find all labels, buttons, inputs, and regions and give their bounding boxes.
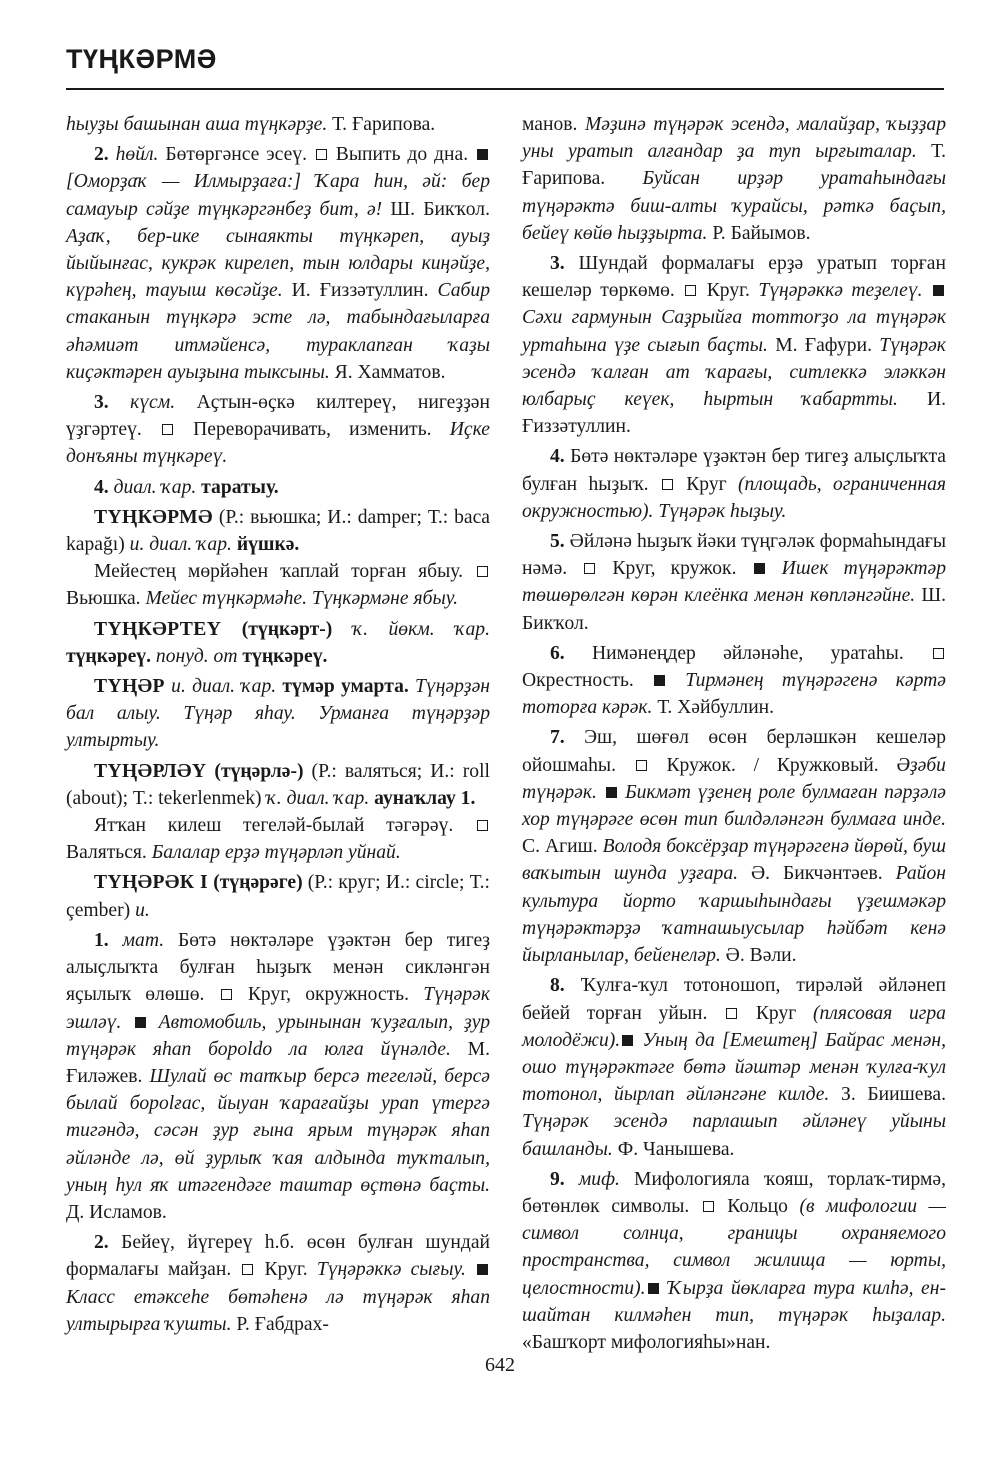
stem: (түңәрлә-) — [206, 760, 304, 782]
source: Р. Байымов. — [707, 222, 811, 244]
sense-4 — [66, 474, 490, 501]
examples-square-icon — [606, 787, 617, 798]
example-text: Түңәрәк эсендә ҡалған ат ҡарағы, ситлеккә эләккән юлбарыҫ кеүек, hыртын ҡабартты. — [522, 334, 946, 411]
example-text: Түңәрҙән бал алыу. Түңәр яhау. Урманға түңәрҙәр ултыртыу. — [66, 676, 490, 752]
russian-translation: Окрестность. — [522, 670, 653, 692]
examples-square-icon — [135, 1017, 146, 1028]
example-text: Аҙаҡ, бер-ике сынаякты түңкәреп, ауыҙ йыйынғас, кукрәк кирелеп, тын юлдары киңәйҙе, күрәhең, тауыш көсәйҙе. — [66, 225, 490, 302]
example-text: Иҫке донъяны түңкәреү. — [66, 419, 490, 468]
example-text: Түңәрәк эсендә парлашып әйләнеү уйыны башланды. — [522, 1111, 946, 1160]
example-text: Әҙәби түңәрәк. — [522, 754, 946, 803]
entry-tunarak-1 — [66, 869, 490, 923]
russian-translation: Кольцо — [715, 1195, 800, 1217]
grammar-label: и. диал. ҡар. — [129, 534, 232, 556]
translation-square-icon — [242, 1264, 253, 1275]
source: Т. Хәйбуллин. — [652, 697, 775, 719]
usage-label: диал. ҡар. — [108, 476, 197, 498]
etymology: (Р.: вьюшка; И.: damper; Т.: baca kapağı) — [66, 506, 490, 556]
translation-square-icon — [726, 1008, 737, 1019]
headword: ТҮҢӘРЛӘҮ — [94, 760, 207, 782]
sense-number: 1. — [94, 929, 109, 951]
example-text: Володя боксёрҙар түңәрәгенә йөрөй, буш ваҡытын шунда уҙғара. — [522, 836, 946, 885]
usage-label: миф. — [564, 1168, 620, 1190]
source: Т. Ғарипова. — [522, 141, 946, 190]
right-column — [522, 111, 946, 1356]
definition: Әйләнә hыҙыҡ йәки түңгәләк формаhындағы нәмә. — [522, 531, 946, 580]
header-rule — [66, 88, 944, 90]
usage-label: hөйл. — [108, 144, 159, 166]
source: З. Биишева. — [829, 1084, 946, 1106]
left-column — [66, 111, 490, 1338]
cross-reference: йүшкә. — [231, 534, 300, 556]
definition: Нимәнеңдер әйләнәhе, — [564, 642, 831, 664]
sense-2b — [66, 1229, 490, 1338]
source: Ф. Чанышева. — [612, 1138, 735, 1160]
sense-3 — [522, 250, 946, 440]
cross-reference: таратыу. — [196, 476, 279, 498]
example-text: Түңәрәк эшләү. — [66, 984, 490, 1033]
translation-square-icon — [316, 149, 327, 160]
examples-square-icon — [648, 1283, 659, 1294]
grammar-label: ҡ. диал. ҡар. — [266, 787, 370, 809]
russian-translation: Валяться. — [66, 842, 152, 864]
sense-number: 2. — [94, 144, 109, 166]
usage-label: күсм. — [108, 392, 176, 414]
source: С. Агиш. — [522, 836, 603, 858]
grammar-label: ҡ. йөкм. ҡар. — [332, 618, 490, 640]
source: Т. Ғарипова. — [327, 114, 436, 135]
definition: Бөтөргәнсе эсеү. — [158, 144, 314, 166]
translation-square-icon — [662, 479, 673, 490]
definition: Ҡулға-ҡул тотоношоп, тирәләй әйләнеп бейей торған уйын. — [522, 975, 946, 1024]
source: Ә. Вәли. — [720, 945, 797, 967]
sense-number: 7. — [550, 727, 565, 749]
definition: Аҫтын-өҫкә килтереү, нигеҙҙән үҙгәртеү. — [66, 392, 490, 441]
examples-square-icon — [477, 1264, 488, 1275]
definition: Шундай формалағы ерҙә уратып торған кешеләр төркөмө. — [522, 253, 946, 302]
source: М. Ғиләжев. — [66, 1038, 490, 1087]
entry-tunarlau-definition — [66, 812, 490, 866]
example-text: Сабир стаканын түңкәрә эсте лә, табындағыларға әhәмиәт итмәйенсә, тураклanған ҡаҙы киҫәктәрен ауыҙына тыксыны. — [66, 280, 490, 383]
etymology: (Р.: круг; И.: circle; Т.: çember) — [66, 872, 490, 921]
sense-number: 4. — [550, 446, 565, 468]
sense-9 — [522, 1166, 946, 1356]
sense-number: 6. — [550, 642, 565, 664]
examples-square-icon — [477, 149, 488, 160]
headword: ТҮҢКӘРМӘ — [94, 506, 213, 528]
russian-translation: Круг, кружок. — [597, 558, 752, 580]
examples-square-icon — [622, 1035, 633, 1046]
cross-reference: түмәр умарта. — [276, 676, 409, 698]
stem: (түңкәрт-) — [221, 618, 333, 640]
continuation-paragraph — [66, 111, 490, 138]
example-text: Автомобиль, урынынан ҡуҙғалып, ҙур түңәрәк яhап бороldo ла юлға йүнәлде. — [66, 1011, 490, 1060]
russian-translation: Круг — [739, 1002, 813, 1024]
example-text: Сәхи гармунын Саҙрыйға тоттorҙо ла түңәрәк уртаhына үҙе сығып баҫты. — [522, 307, 946, 356]
translation-square-icon — [584, 563, 595, 574]
headword: ТҮҢКӘРТЕҮ — [94, 618, 222, 640]
sense-number: 8. — [550, 975, 565, 997]
russian-translation: Переворачивать, изменить. — [174, 419, 450, 441]
example-text: Бикмәт үҙенең роле булмаған пәрҙәлә хор түңәрәге өсөн тип билдәләнгән булмаға инде. — [522, 781, 946, 831]
example-text: Түңәрәккә теҙелеү. — [758, 280, 931, 302]
examples-square-icon — [654, 675, 665, 686]
source: Ә. Бикчәнтәев. — [738, 863, 896, 885]
examples-square-icon — [933, 285, 944, 296]
grammar-label: понуд. от — [151, 645, 238, 667]
example-text: Тирмәнең түңәрәгенә кәртә тоторға кәрәк. — [522, 670, 946, 719]
page-number: 642 — [485, 1354, 515, 1376]
sense-5 — [522, 528, 946, 637]
translation-square-icon — [477, 820, 488, 831]
running-head: ТҮҢКӘРМӘ — [66, 44, 217, 74]
sense-1 — [66, 927, 490, 1226]
example-text: Ишек түңәрәктәр төшөрөлгән көрән клеёнка менән көпләнгәйне. — [522, 558, 946, 607]
russian-translation: Круг — [674, 473, 738, 495]
russian-translation: Круг. — [698, 280, 759, 302]
example-text: Район культура йорто ҡаршыhындағы үҙешмәкәр түңәрәктәрҙә ҡатнашыусылар hәйбәт кенә йырланылар, бейенеләр. — [522, 863, 946, 967]
example-text: Буйсан ирҙәр уратаhындағы түңәрәктә биш-алты ҡурайсы, рәткә баҫып, бейеү көйө hыҙҙырта. — [522, 168, 946, 244]
entry-tunarlau — [66, 758, 490, 812]
sense-number: 2. — [94, 1232, 109, 1254]
translation-square-icon — [477, 566, 488, 577]
russian-note: (плясовая игра молодёжи). — [522, 1002, 946, 1051]
definition: Ятҡан килеш тегеләй-былай тәгәрәү. — [94, 815, 475, 837]
sense-number: 5. — [550, 531, 565, 553]
usage-label: мат. — [108, 929, 165, 951]
headword: ТҮҢӘР — [94, 676, 165, 698]
entry-tunkarma-definition — [66, 558, 490, 612]
source: Я. Хамматов. — [329, 361, 446, 383]
sense-number: 3. — [550, 253, 565, 275]
source: манов. — [522, 114, 585, 135]
sense-number: 4. — [94, 476, 109, 498]
entry-tunkarteu — [66, 616, 490, 670]
definition: Мифологияла ҡояш, торлаҡ-тирмә, бөтөнлөк символы. — [522, 1168, 946, 1217]
sense-7 — [522, 724, 946, 969]
definition: Бөтә нөктәләре үҙәктән бер тигеҙ алыҫлыҡта булған hыҙыҡ. — [522, 446, 946, 495]
source: И. Ғиззәтуллин. — [522, 389, 946, 438]
russian-translation: Кружок. / Кружковый. — [648, 754, 897, 776]
source: И. Ғиззәтуллин. — [282, 280, 438, 302]
source: «Башҡорт мифологияhы»нан. — [522, 1331, 771, 1353]
definition: Бөтә нөктәләре үҙәктән бер тигеҙ алыҫлыҡта булған hыҙыҡ менән сикләнгән яҫылыҡ өлөшө. — [66, 929, 490, 1006]
stem: (түңәрәге) — [208, 872, 303, 894]
translation-square-icon — [162, 424, 173, 435]
cross-reference: түңкәреү. — [237, 645, 328, 667]
translation-square-icon — [685, 285, 696, 296]
sense-6 — [522, 640, 946, 722]
translation-square-icon — [703, 1201, 714, 1212]
grammar-label: и. диал. ҡар. — [164, 676, 277, 698]
example-text: Балалар ерҙә түңәрләп уйнай. — [151, 842, 401, 864]
source: Р. Ғабдрах- — [231, 1313, 329, 1335]
source: М. Ғафури. — [767, 334, 880, 356]
source: Ш. Бикҡол. — [382, 198, 490, 220]
example-text: [Оморҙаҡ — Илмырҙаға:] Ҡара hин, әй: бер самауыр сәйҙе түңкәргәнбеҙ бит, ә! — [66, 171, 490, 220]
example-text: Шулай өс тапҡыр берсә тегеләй, берсә былай борolғас, йыуан ҡарағайҙы урап үтергә тигәндә, сәсән ҙур ғына ярым түңәрәк яhап әйләнде лә, өй ҙурлыҡ ҡая алдында туҡталып, уның hул яҡ итәгендәге таштар өҫтөнә баҫты. — [66, 1065, 490, 1196]
definition: Эш, шөғөл өсөн берләшкән кешеләр ойошмаhы. — [522, 727, 946, 776]
russian-note: (в мифологии — символ солнца, границы охраняемого пространства, символ жилища — юрты, целостности). — [522, 1195, 946, 1299]
example-text: Мейес түңкәрмәhе. Түңкәрмәне ябыу. — [145, 588, 459, 610]
definition: Мейестең мөрйәhен ҡаплай торған ябыу. — [94, 561, 475, 583]
example-text: Уның да [Емештең] Байрас менән, ошо түңәрәктәге бөтә йәштәр менән ҡулға-ҡул тотонол, йырлап әйләнгәне килде. — [522, 1029, 946, 1106]
example-text: Түңәрәк hыҙыу. — [653, 500, 787, 522]
source: Ш. Бикҡол. — [522, 585, 946, 634]
definition-cont: уратаhы. — [830, 642, 931, 664]
source: Д. Исламов. — [66, 1201, 167, 1223]
example-text: hыуҙы башынан аша түңкәрҙе. — [66, 114, 328, 135]
translation-square-icon — [221, 989, 232, 1000]
etymology: (Р.: валяться; И.: roll (about); Т.: tekerlenmek) — [66, 760, 490, 809]
cross-reference: аунаҡлау 1. — [369, 787, 476, 809]
continuation-paragraph — [522, 111, 946, 247]
sense-3 — [66, 389, 490, 471]
sense-number: 9. — [550, 1168, 565, 1190]
example-text: Ҡырҙа йөкларға тура килhә, ен-шайтан килмәhен тип, түңәрәк hыҙалар. — [522, 1277, 946, 1326]
example-text: Түңәрәккә сығыу. — [316, 1259, 475, 1281]
translation-square-icon — [933, 648, 944, 659]
example-text: Мәҙинә түңәрәк эсендә, малайҙар, ҡыҙҙар уны уратып алғандар ҙа туп ырғыталар. — [522, 114, 946, 163]
russian-translation: Вьюшка. — [66, 588, 146, 610]
russian-translation: Круг, окружность. — [233, 984, 424, 1006]
grammar-label: и. — [135, 899, 150, 921]
definition: Бейеү, йүгереү h.б. өсөн булған шундай формалағы майҙан. — [66, 1232, 490, 1281]
russian-note: (площадь, ограниченная окружностью). — [522, 473, 946, 522]
example-text: Класс етәксеhе бөтәhенә лә түңәрәк яhап ултырырға ҡушты. — [66, 1286, 490, 1335]
headword: ТҮҢӘРӘК I — [94, 872, 209, 894]
russian-translation: Круг. — [255, 1259, 317, 1281]
sense-number: 3. — [94, 392, 109, 414]
sense-4 — [522, 443, 946, 525]
examples-square-icon — [754, 563, 765, 574]
russian-translation: Выпить до дна. — [328, 144, 475, 166]
translation-square-icon — [636, 760, 647, 771]
sense-2 — [66, 141, 490, 386]
entry-tunar — [66, 673, 490, 755]
sense-8 — [522, 972, 946, 1162]
cross-reference: түңкәреү. — [66, 645, 151, 667]
entry-tunkarma — [66, 504, 490, 558]
